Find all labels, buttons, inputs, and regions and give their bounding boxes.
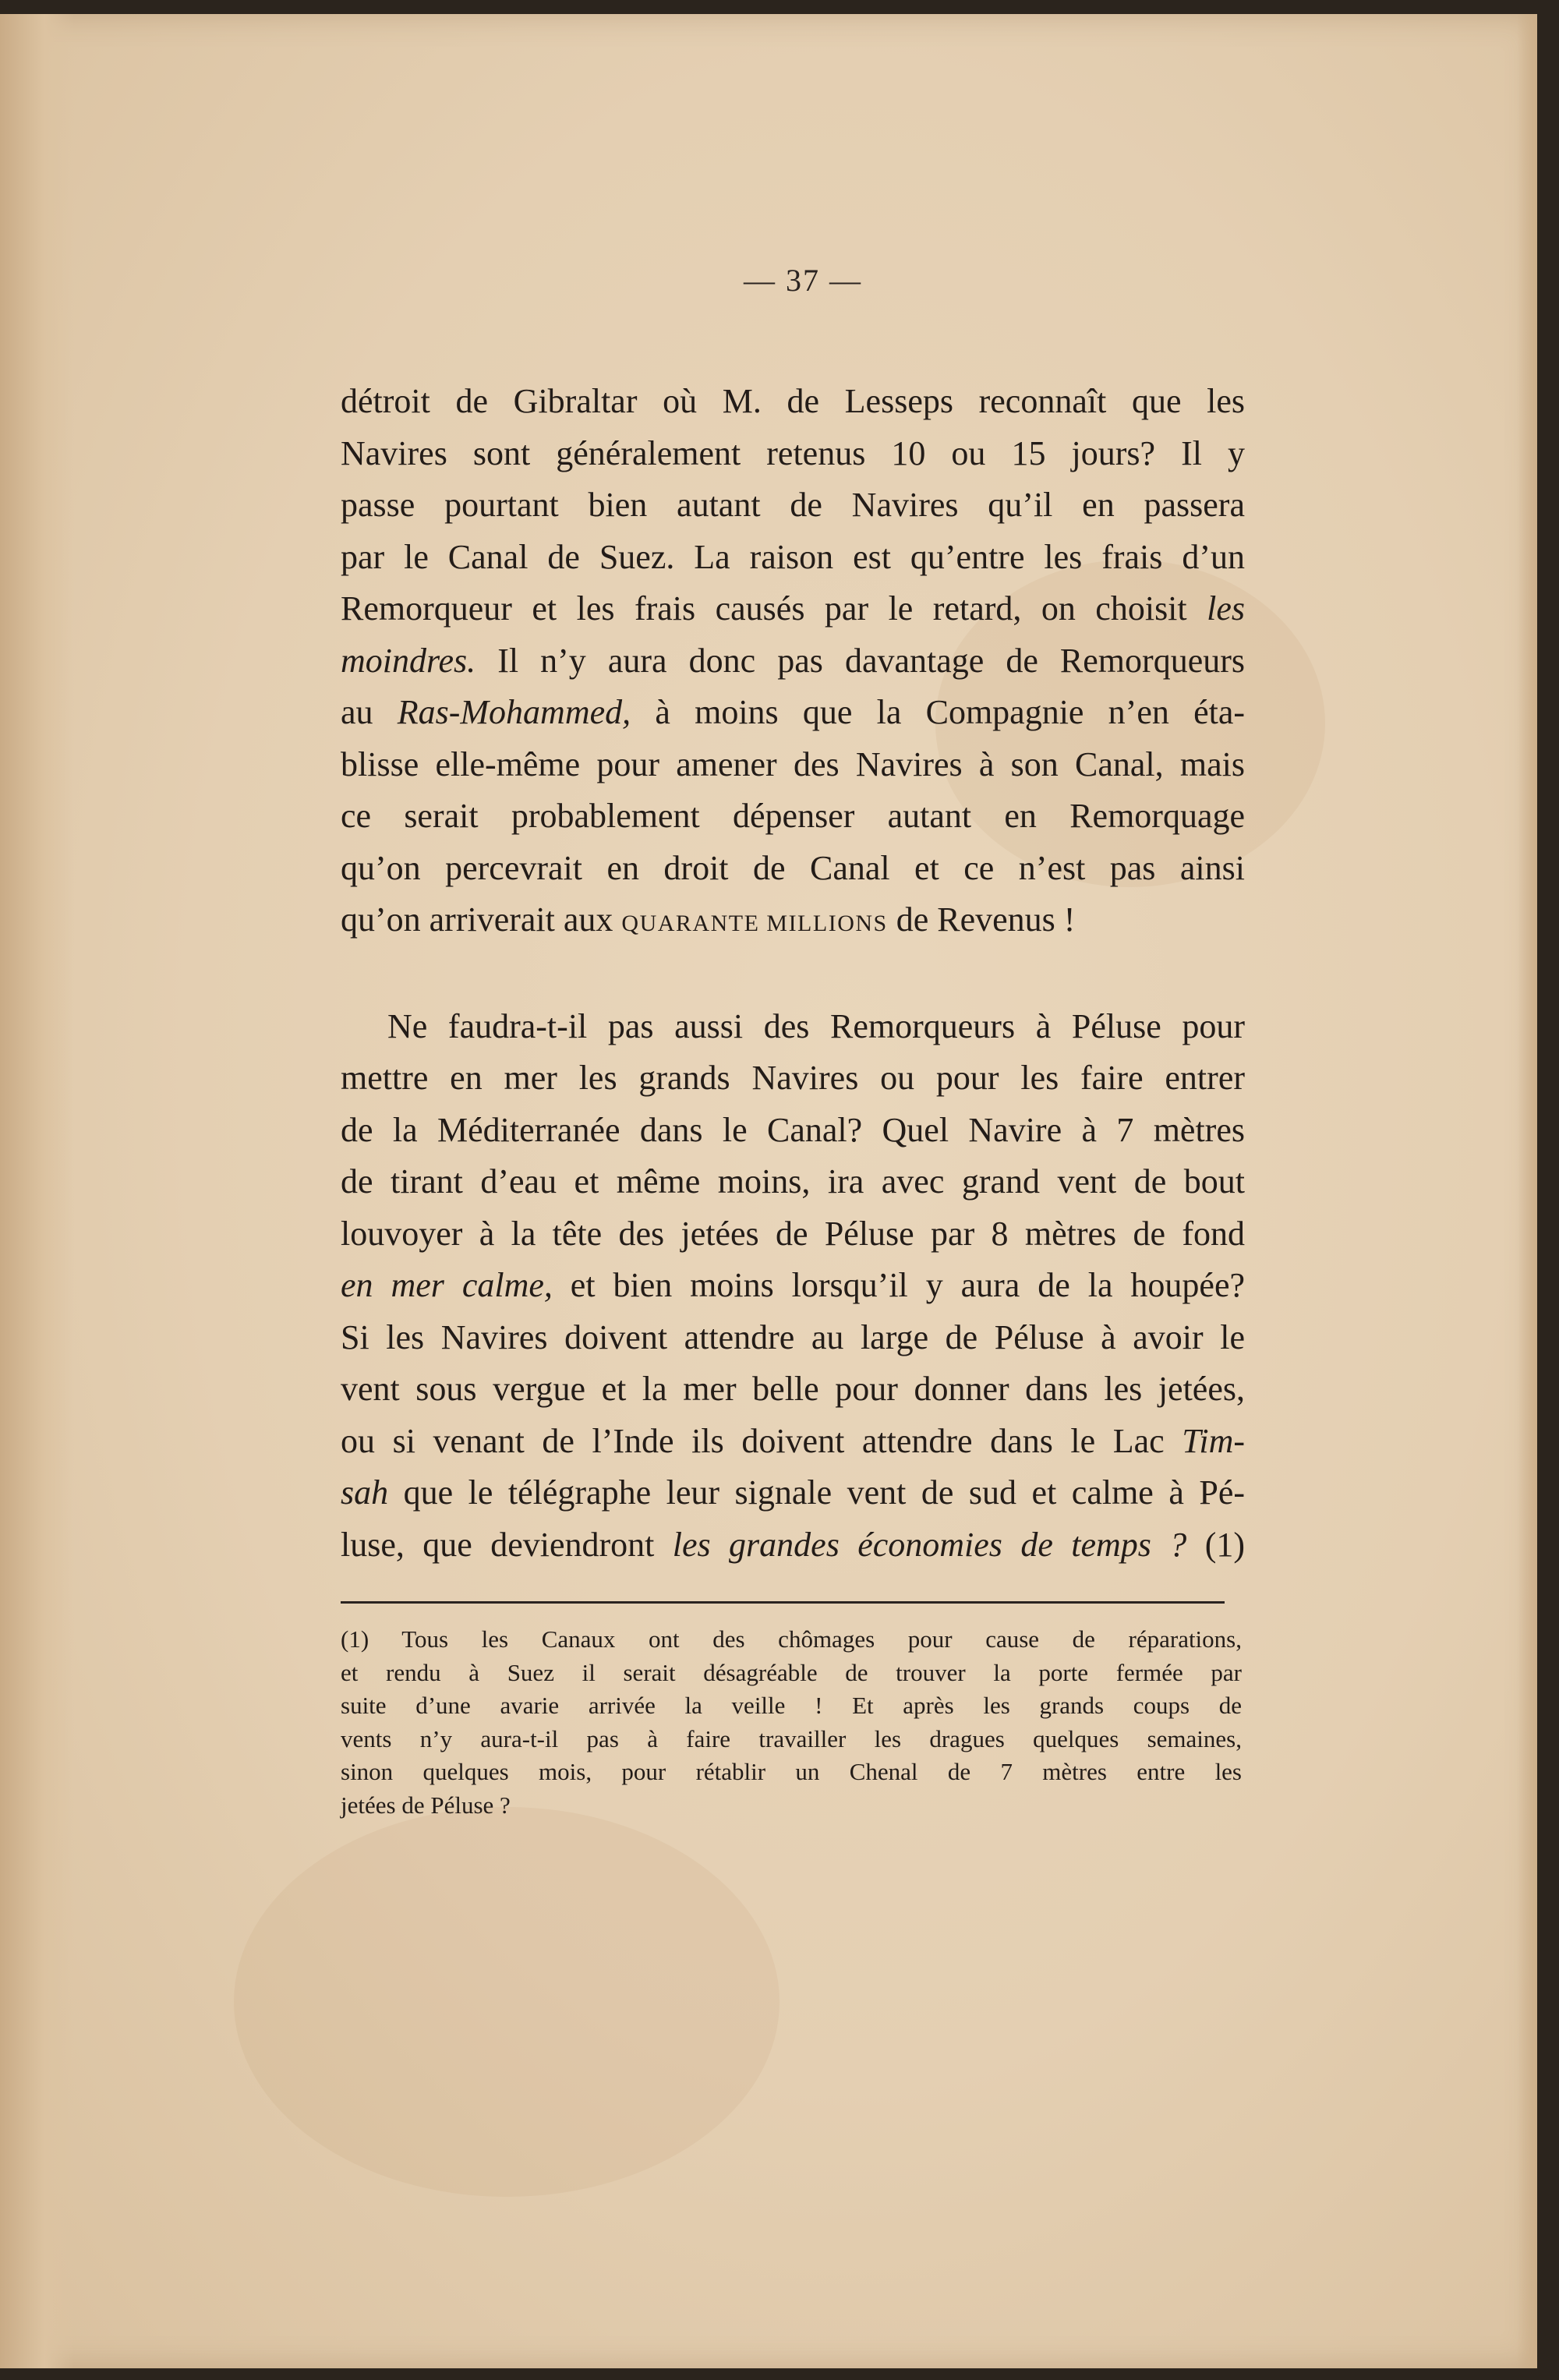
text-line: blisse elle-même pour amener des Navires à son Canal, mais xyxy=(341,744,1245,783)
footnote-rule xyxy=(341,1601,1225,1604)
text-line: en mer calme, et bien moins lorsqu’il y aura de la houpée? xyxy=(341,1266,1245,1304)
text-line: qu’on percevrait en droit de Canal et ce n’est pas ainsi xyxy=(341,848,1245,887)
footnote-line: et rendu à Suez il serait désagréable de trouver la porte fermée par xyxy=(341,1658,1242,1686)
text-line: Ne faudra-t-il pas aussi des Remorqueurs à Péluse pour xyxy=(387,1006,1245,1045)
text-line: mettre en mer les grands Navires ou pour les faire entrer xyxy=(341,1059,1245,1097)
text-line: passe pourtant bien autant de Navires qu’il en passera xyxy=(341,486,1245,524)
text-line: de la Méditerranée dans le Canal? Quel Navire à 7 mètres xyxy=(341,1110,1245,1149)
text-line: sah que le télégraphe leur signale vent de sud et calme à Pé- xyxy=(341,1473,1245,1512)
text-line: louvoyer à la tête des jetées de Péluse par 8 mètres de fond xyxy=(341,1214,1245,1253)
footnote-line: (1) Tous les Canaux ont des chômages pour cause de réparations, xyxy=(341,1625,1242,1653)
footnote-line: vents n’y aura-t-il pas à faire travailler les dragues quelques semaines, xyxy=(341,1724,1242,1752)
footnote-line: sinon quelques mois, pour rétablir un Chenal de 7 mètres entre les xyxy=(341,1758,1242,1785)
page-number: — 37 — xyxy=(744,263,862,298)
text-line: vent sous vergue et la mer belle pour donner dans les jetées, xyxy=(341,1370,1245,1408)
text-line: moindres. Il n’y aura donc pas davantage de Remorqueurs xyxy=(341,641,1245,680)
text-line: par le Canal de Suez. La raison est qu’entre les frais d’un xyxy=(341,537,1245,576)
text-line: au Ras-Mohammed, à moins que la Compagnie n’en éta- xyxy=(341,693,1246,731)
text-line: Remorqueur et les frais causés par le retard, on choisit les xyxy=(341,589,1245,628)
text-line: Navires sont généralement retenus 10 ou 15 jours? Il y xyxy=(341,433,1245,472)
paragraph-gap xyxy=(341,946,1245,1001)
text-line: de tirant d’eau et même moins, ira avec grand vent de bout xyxy=(341,1162,1245,1201)
paper-stain xyxy=(234,1807,780,2197)
text-line: ce serait probablement dépenser autant en Remorquage xyxy=(341,797,1245,835)
text-line: détroit de Gibraltar où M. de Lesseps reconnaît que les xyxy=(341,382,1245,420)
page-gutter xyxy=(0,14,74,2368)
footnote-line: suite d’une avarie arrivée la veille ! Et après les grands coups de xyxy=(341,1692,1242,1719)
small-caps-text: QUARANTE MILLIONS xyxy=(621,911,888,936)
text-line: luse, que deviendront les grandes économies de temps ? (1) xyxy=(341,1525,1245,1564)
page-edge xyxy=(1517,14,1537,2368)
footnote-reference: (1) xyxy=(1186,1525,1245,1564)
text-line: Si les Navires doivent attendre au large de Péluse à avoir le xyxy=(341,1317,1245,1356)
text-line: qu’on arriverait aux QUARANTE MILLIONS de Revenus ! xyxy=(341,900,1076,939)
footnote-line: jetées de Péluse ? xyxy=(341,1791,511,1819)
footnote xyxy=(341,1623,1242,1822)
body-text xyxy=(341,376,1245,1571)
text-line: ou si venant de l’Inde ils doivent attendre dans le Lac Tim- xyxy=(341,1421,1245,1460)
